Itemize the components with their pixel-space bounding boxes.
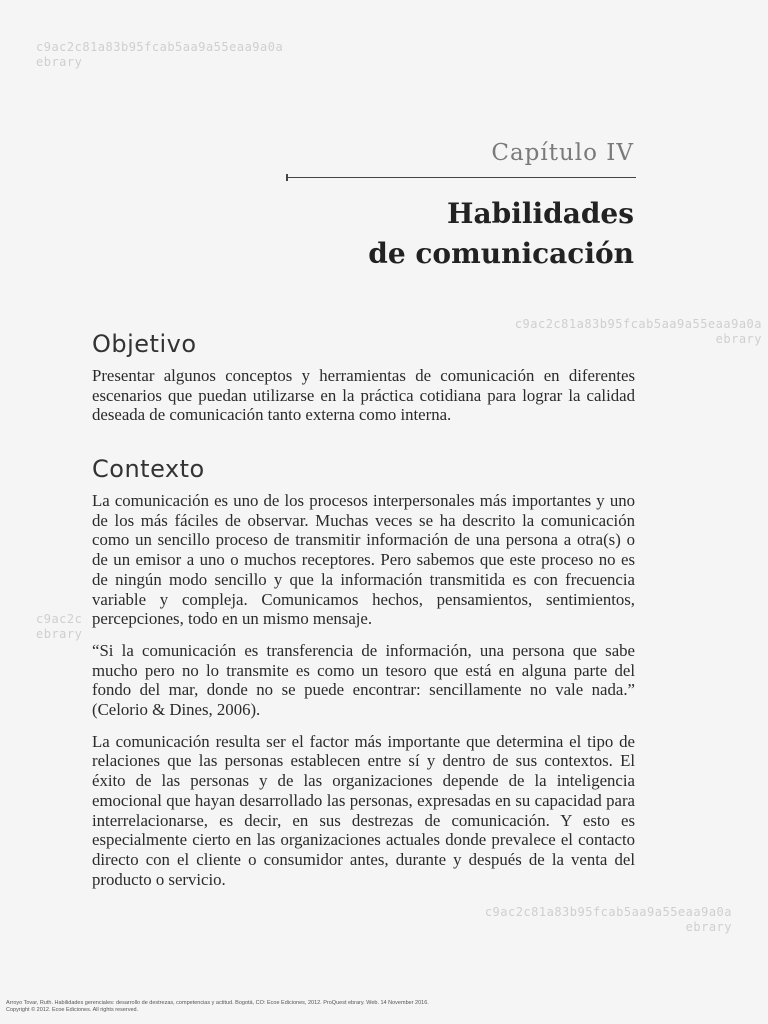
watermark-code: c9ac2c [36, 612, 83, 626]
chapter-divider [286, 177, 636, 178]
contexto-heading: Contexto [92, 455, 205, 483]
chapter-title [368, 194, 634, 274]
watermark [36, 612, 82, 642]
watermark [36, 40, 283, 70]
contexto-paragraph: “Si la comunicación es transferencia de información, una persona que sabe mucho pero no lo transmite es como un tesoro que está en alguna parte del fondo del mar, donde no se puede encontrar: sencillamente no vale nada.” (Celorio & Dines, 2006). [92, 640, 635, 720]
watermark-label: ebrary [36, 55, 83, 69]
chapter-title-line1: Habilidades [447, 197, 634, 230]
watermark-code: c9ac2c81a83b95fcab5aa9a55eaa9a0a [484, 905, 732, 919]
watermark-label: ebrary [715, 332, 762, 346]
citation-line: Arroyo Tovar, Ruth. Habilidades gerenciales: desarrollo de destrezas, competencias y actitud. Bogotá, CO: Ecoe Ediciones, 2012. ProQuest ebrary. Web. 14 November 2016. [6, 1000, 429, 1006]
objetivo-heading: Objetivo [92, 330, 197, 358]
watermark-label: ebrary [685, 920, 732, 934]
chapter-label: Capítulo IV [491, 140, 634, 166]
chapter-title-line2: de comunicación [368, 237, 634, 270]
watermark-code: c9ac2c81a83b95fcab5aa9a55eaa9a0a [514, 317, 762, 331]
citation-footer [6, 1000, 429, 1013]
objetivo-paragraph: Presentar algunos conceptos y herramientas de comunicación en diferentes escenarios que puedan utilizarse en la práctica cotidiana para lograr la calidad deseada de comunicación tanto externa como interna. [92, 366, 635, 425]
watermark-label: ebrary [36, 627, 83, 641]
objetivo-section [92, 330, 635, 437]
copyright-line: Copyright © 2012. Ecoe Ediciones. All rights reserved. [6, 1006, 139, 1013]
contexto-paragraph: La comunicación resulta ser el factor más importante que determina el tipo de relaciones que las personas establecen entre sí y dentro de sus contextos. El éxito de las personas y de las organizaciones depende de la inteligencia emocional que hayan desarrollado las personas, expresadas en su capacidad para interrelacionarse, es decir, en sus destrezas de comunicación. Y esto es especialmente cierto en las organizaciones actuales donde prevalece el contacto directo con el cliente o consumidor antes, durante y después de la venta del producto o servicio. [92, 731, 635, 889]
contexto-paragraph: La comunicación es uno de los procesos interpersonales más importantes y uno de los más fáciles de observar. Muchas veces se ha descrito la comunicación como un sencillo proceso de transmitir información de una persona a otra(s) o de un emisor a uno o muchos receptores. Pero sabemos que este proceso no es de ningún modo sencillo y que la información transmitida es con frecuencia variable y compleja. Comunicamos hechos, pensamientos, sentimientos, percepciones, todo en un mismo mensaje. [92, 491, 635, 629]
watermark-code: c9ac2c81a83b95fcab5aa9a55eaa9a0a [36, 40, 284, 54]
watermark [485, 905, 732, 935]
contexto-section [92, 455, 635, 901]
